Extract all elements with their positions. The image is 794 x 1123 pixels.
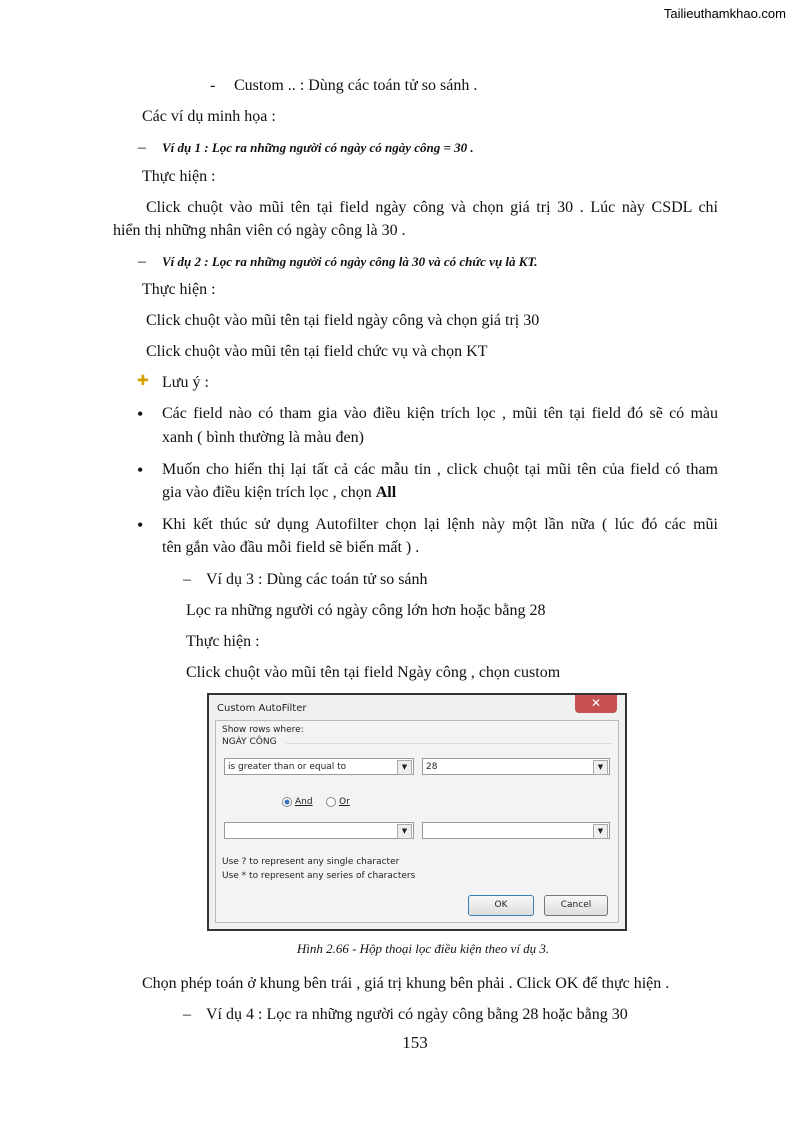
dash: - (210, 77, 216, 94)
text-line: Click chuột vào mũi tên tại field chức vụ và chọn KT (146, 343, 488, 360)
field-label: NGÀY CÔNG (222, 737, 277, 747)
arrow-icon: ✚ (137, 374, 149, 389)
example-heading: Ví dụ 2 : Lọc ra những người có ngày công là 30 và có chức vụ là KT. (162, 254, 538, 269)
text-line: Muốn cho hiển thị lại tất cả các mẫu tin , click chuột tại mũi tên của field có tham (162, 461, 718, 478)
page-number: 153 (402, 1033, 428, 1052)
text-line: xanh ( bình thường là màu đen) (162, 429, 364, 446)
bullet-icon: • (137, 404, 144, 424)
custom-autofilter-dialog (207, 693, 627, 931)
text-line: hiển thị những nhân viên có ngày công là 30 . (113, 222, 406, 239)
operator-1-select[interactable] (224, 758, 414, 775)
text-line: Click chuột vào mũi tên tại field ngày công và chọn giá trị 30 . Lúc này CSDL chỉ (146, 199, 718, 216)
text-line: Ví dụ 3 : Dùng các toán tử so sánh (206, 571, 428, 588)
text-line: Lọc ra những người có ngày công lớn hơn hoặc bằng 28 (186, 602, 546, 619)
chevron-down-icon[interactable]: ▼ (593, 824, 608, 839)
text-line: Lưu ý : (162, 374, 209, 391)
bullet-icon: • (137, 460, 144, 480)
text-line: Thực hiện : (142, 168, 216, 185)
text-line: Click chuột vào mũi tên tại field Ngày công , chọn custom (186, 664, 561, 681)
operator-2-select[interactable] (224, 822, 414, 839)
text-line: Thực hiện : (142, 281, 216, 298)
dash: – (138, 139, 146, 156)
text-line: Các ví dụ minh họa : (142, 108, 276, 125)
and-label: And (295, 797, 313, 807)
dash: – (183, 1006, 191, 1023)
hint-text: Use ? to represent any single character (222, 857, 400, 867)
text-line: Click chuột vào mũi tên tại field ngày công và chọn giá trị 30 (146, 312, 540, 329)
text-line: tên gắn vào đầu mỗi field sẽ biến mất ) . (162, 539, 420, 556)
text: gia vào điều kiện trích lọc , chọn (162, 484, 376, 501)
chevron-down-icon[interactable]: ▼ (593, 760, 608, 775)
or-label: Or (339, 797, 350, 807)
bullet-icon: • (137, 515, 144, 535)
bold-text: All (375, 484, 397, 501)
text-line: Ví dụ 4 : Lọc ra những người có ngày công bằng 28 hoặc bằng 30 (206, 1006, 628, 1023)
text-line: Custom .. : Dùng các toán tử so sánh . (234, 77, 478, 94)
text-line: Các field nào có tham gia vào điều kiện trích lọc , mũi tên tại field đó sẽ có màu (162, 405, 718, 422)
and-radio[interactable] (282, 796, 313, 808)
watermark: Tailieuthamkhao.com (663, 6, 786, 21)
text-line (162, 483, 396, 503)
text-line: Thực hiện : (186, 633, 260, 650)
value-1-select[interactable] (422, 758, 610, 775)
hint-text: Use * to represent any series of characters (222, 871, 416, 881)
operator-1-value: is greater than or equal to (228, 762, 347, 772)
value-2-select[interactable] (422, 822, 610, 839)
figure-caption: Hình 2.66 - Hộp thoại lọc điều kiện theo ví dụ 3. (296, 941, 550, 956)
dialog-title: Custom AutoFilter (217, 703, 307, 714)
cancel-button[interactable]: Cancel (544, 895, 608, 916)
dialog-body (215, 720, 619, 923)
dash: – (183, 571, 191, 588)
radio-selected-icon (282, 797, 292, 807)
example-heading: Ví dụ 1 : Lọc ra những người có ngày có ngày công = 30 . (162, 140, 474, 155)
or-radio[interactable] (326, 796, 350, 808)
show-rows-label: Show rows where: (222, 725, 304, 735)
value-1-value: 28 (426, 762, 438, 772)
chevron-down-icon[interactable]: ▼ (397, 824, 412, 839)
close-button[interactable]: ✕ (575, 695, 617, 713)
chevron-down-icon[interactable]: ▼ (397, 760, 412, 775)
radio-icon (326, 797, 336, 807)
ok-button[interactable]: OK (468, 895, 534, 916)
dash: – (138, 253, 146, 270)
text-line: Chọn phép toán ở khung bên trái , giá trị khung bên phải . Click OK để thực hiện . (142, 975, 670, 992)
text-line: Khi kết thúc sử dụng Autofilter chọn lại lệnh này một lần nữa ( lúc đó các mũi (162, 516, 718, 533)
